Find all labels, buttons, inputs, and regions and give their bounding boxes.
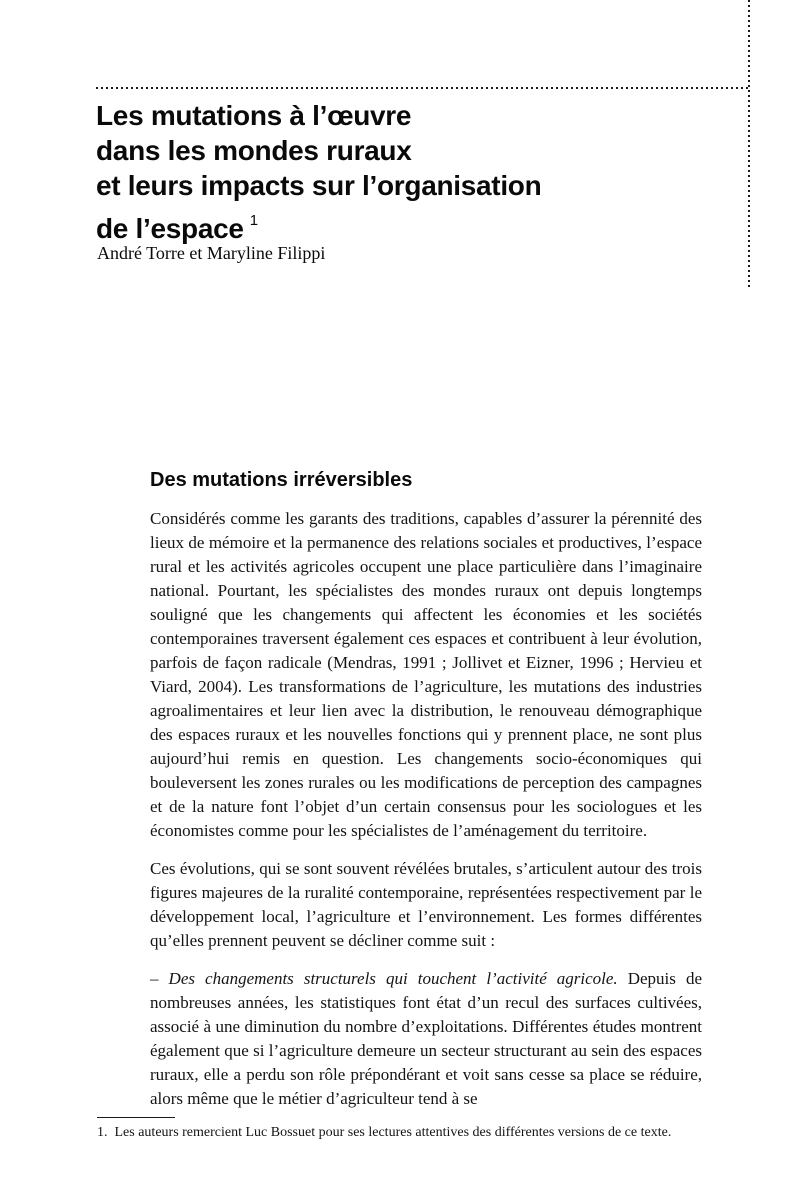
paragraph-1-text: Considérés comme les garants des traditions, capables d’assurer la pérennité des lieux de mémoire et la permanence des relations sociales et productives, l’espace rural et les activités agricoles occupent une place particulière dans l’imaginaire national. Pourtant, les spécialistes des mondes ruraux ont depuis longtemps souligné que les changements qui affectent les économies et les sociétés contemporaines traversent également ces espaces et contribuent à leur évolution, parfois de façon radicale (Mendras, 1991 ; Jollivet et Eizner, 1996 ; Hervieu et Viard, 2004). Les transformations de l’agriculture, les mutations des industries agroalimentaires et leur lien avec la distribution, le renouveau démographique des espaces ruraux et les nouvelles fonctions qui y prennent place, ne sont plus aujourd’hui remis en question. Les changements socio-économiques qui bouleversent les zones rurales ou les modifications de perception des campagnes et de la nature font l’objet d’un certain consensus pour les sociologues et les économistes comme pour les spécialistes de l’aménagement du territoire. — [150, 509, 702, 840]
paragraph-3-text: Depuis de nombreuses années, les statistiques font état d’un recul des surfaces cultivées, associé à une diminution du nombre d’exploitations. Différentes études montrent également que si l’agriculture demeure un secteur structurant au sein des espaces ruraux, elle a perdu son rôle prépondérant et voit sans cesse sa place se réduire, alors même que le métier d’agriculteur tend à se — [150, 969, 702, 1108]
paragraph-3-italic-lead: – Des changements structurels qui touchent l’activité agricole. — [150, 969, 618, 988]
paragraph-2 — [150, 857, 702, 953]
title-line-2: dans les mondes ruraux — [96, 135, 412, 166]
section-content — [150, 468, 702, 1111]
title-line-4-text: de l’espace — [96, 213, 244, 244]
paragraph-2-text: Ces évolutions, qui se sont souvent révélées brutales, s’articulent autour des trois figures majeures de la ruralité contemporaine, représentées respectivement par le développement local, l’agriculture et l’environnement. Les formes différentes qu’elles prennent peuvent se décliner comme suit : — [150, 859, 702, 950]
right-dotted-rule — [748, 0, 750, 290]
top-dotted-rule — [96, 87, 749, 89]
authors-line: André Torre et Maryline Filippi — [97, 243, 326, 263]
main-column — [97, 468, 703, 1142]
title-line-4 — [96, 203, 541, 246]
section-heading: Des mutations irréversibles — [150, 469, 413, 491]
footnote-separator-rule — [97, 1117, 175, 1118]
footnote-text: Les auteurs remercient Luc Bossuet pour ses lectures attentives des différentes versions de ce texte. — [114, 1125, 672, 1140]
title-line-1: Les mutations à l’œuvre — [96, 100, 412, 131]
footnote-block — [97, 1117, 703, 1142]
footnote-number: 1. — [97, 1125, 108, 1140]
title-line-3: et leurs impacts sur l’organisation — [96, 170, 542, 201]
footnote-text-line — [97, 1124, 703, 1142]
article-title — [96, 98, 541, 246]
footnote-reference-superscript: 1 — [249, 212, 259, 229]
paragraph-1 — [150, 507, 702, 843]
paragraph-3 — [150, 967, 702, 1111]
